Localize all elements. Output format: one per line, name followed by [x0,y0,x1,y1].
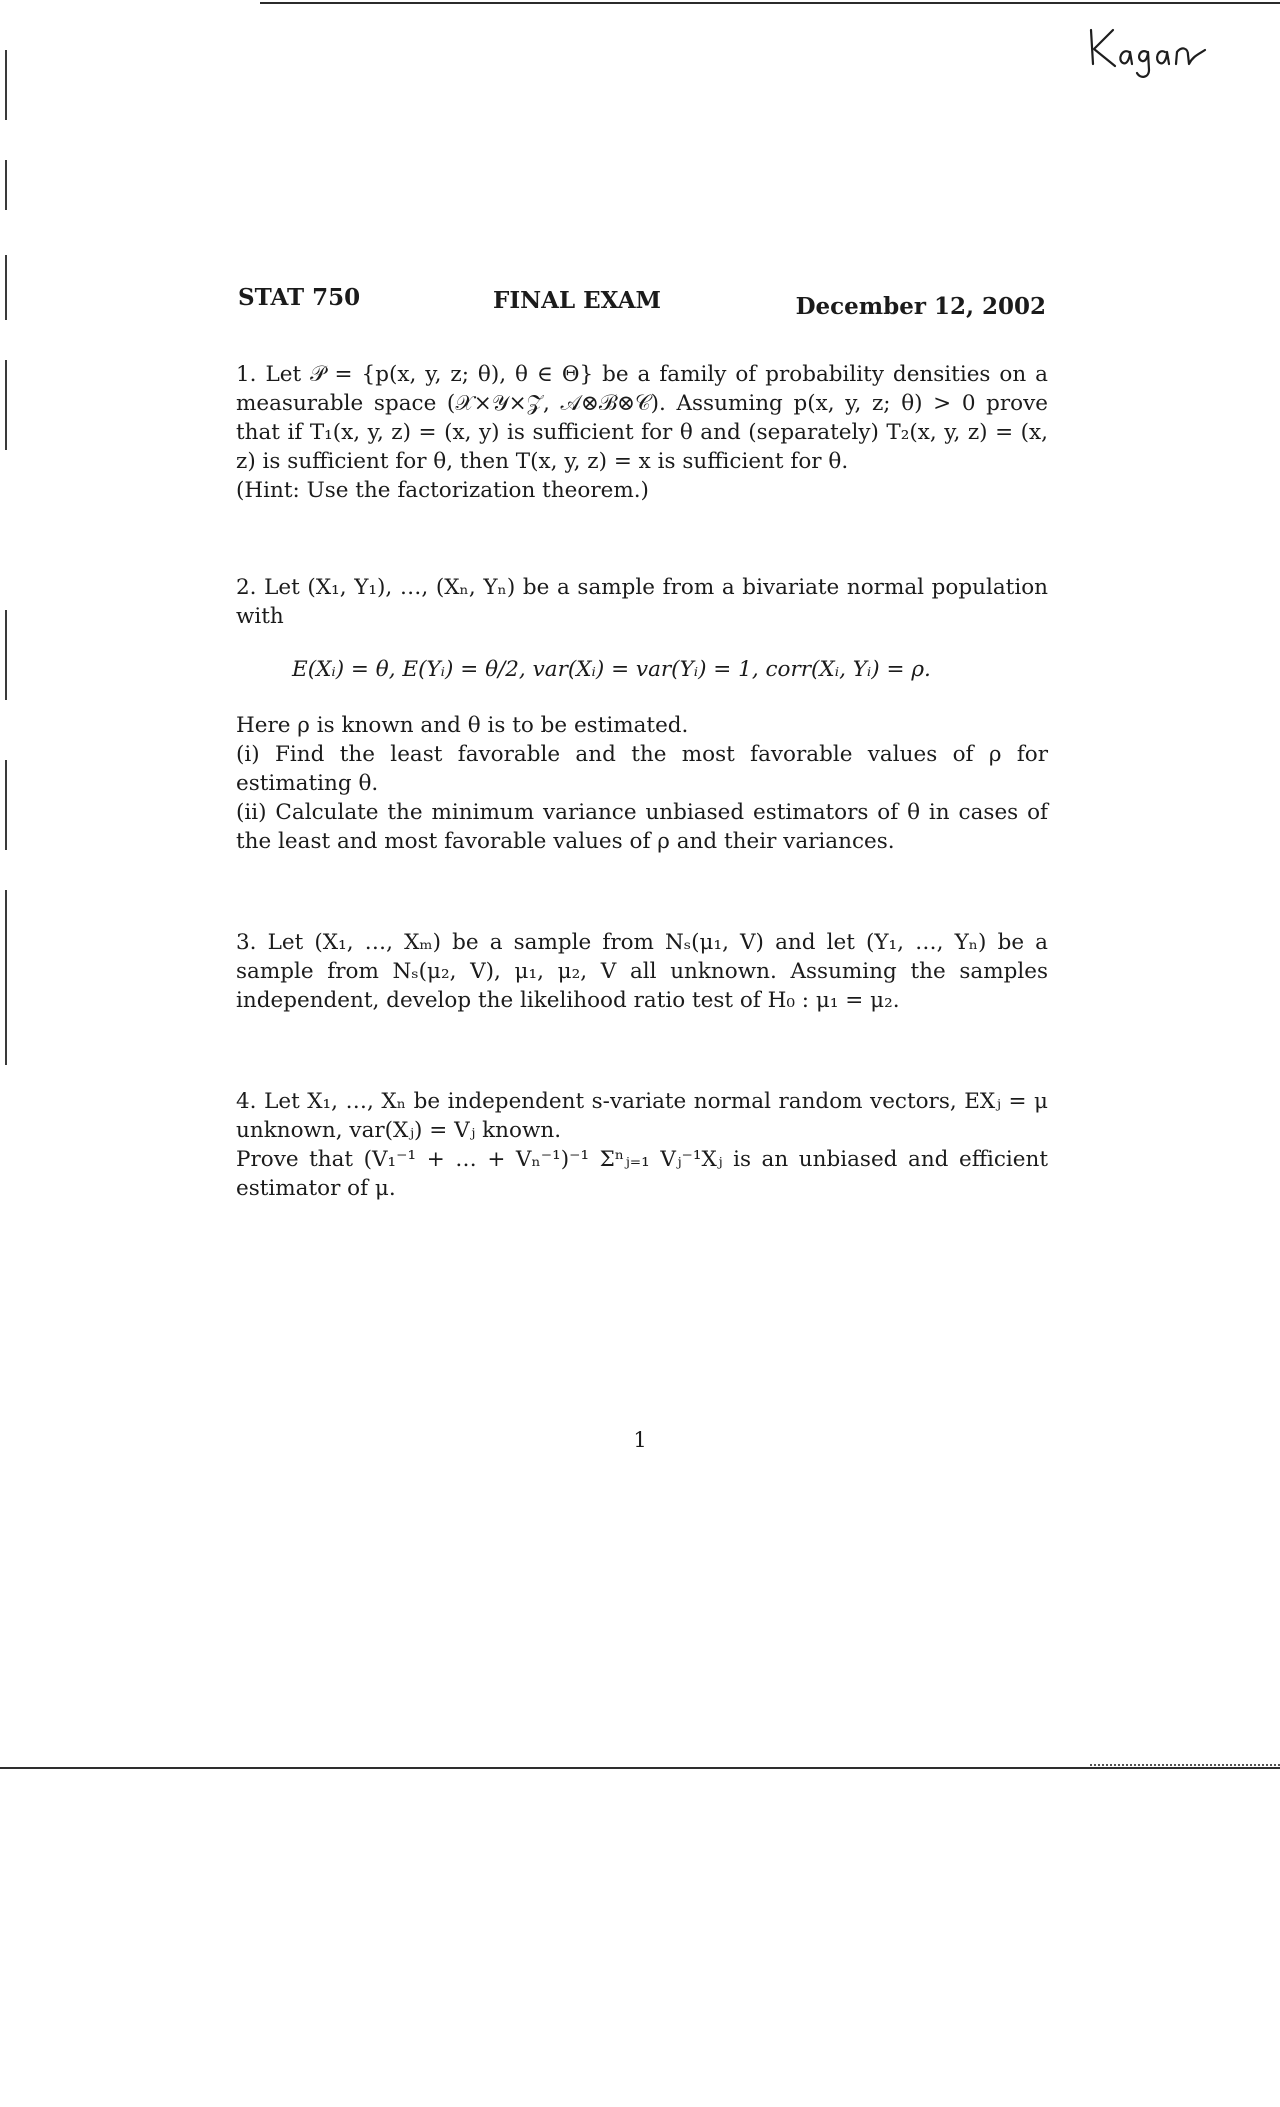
problem-text: Let 𝒫 = {p(x, y, z; θ), θ ∈ Θ} be a family of probability densities on a measurable space (𝒳×𝒴×𝒵, 𝒜⊗ℬ⊗𝒞). Assuming p(x, y, z; θ) > 0 prove that if T₁(x, y, z) = (x, y) is sufficient for θ and (separately) T₂(x, y, z) = (x, z) is sufficient for θ, then T(x, y, z) = x is sufficient for θ. [236,362,1048,474]
exam-date: December 12, 2002 [795,293,1046,320]
exam-title: FINAL EXAM [493,287,661,314]
problem-2 [236,573,1048,631]
scan-margin-mark [5,610,7,700]
display-equation: E(Xᵢ) = θ, E(Yᵢ) = θ/2, var(Xᵢ) = var(Yᵢ) = 1, corr(Xᵢ, Yᵢ) = ρ. [292,657,931,682]
problem-text: Let X₁, …, Xₙ be independent s-variate normal random vectors, EXⱼ = μ unknown, var(Xⱼ) = Vⱼ known. [236,1089,1048,1143]
problem-text-continued: Prove that (V₁⁻¹ + … + Vₙ⁻¹)⁻¹ Σⁿⱼ₌₁ Vⱼ⁻¹Xⱼ is an unbiased and efficient estimator of μ. [236,1147,1048,1201]
problem-text: Let (X₁, Y₁), …, (Xₙ, Yₙ) be a sample from a bivariate normal population with [236,575,1048,629]
problem-text: Let (X₁, …, Xₘ) be a sample from Nₛ(μ₁, V) and let (Y₁, …, Yₙ) be a sample from Nₛ(μ₂, V), μ₁, μ₂, V all unknown. Assuming the samples independent, develop the likelihood ratio test of H₀ : μ₁ = μ₂. [236,930,1048,1013]
scan-margin-mark [5,160,7,210]
problem-number: 4. [236,1089,257,1114]
scan-margin-mark [5,50,7,120]
problem-number: 1. [236,362,257,387]
problem-part-i: (i) Find the least favorable and the most favorable values of ρ for estimating θ. [236,742,1048,796]
scan-margin-mark [5,255,7,320]
problem-followup: Here ρ is known and θ is to be estimated. [236,713,689,738]
handwritten-signature [1085,22,1215,82]
scan-bottom-border [0,1767,1280,1769]
scan-top-border [260,2,1280,4]
problem-number: 3. [236,930,257,955]
problem-number: 2. [236,575,257,600]
scan-bottom-dots [1090,1764,1280,1768]
problem-part-ii: (ii) Calculate the minimum variance unbiased estimators of θ in cases of the least and most favorable values of ρ and their variances. [236,800,1048,854]
problem-1 [236,360,1048,505]
scan-margin-mark [5,360,7,450]
problem-2-parts [236,711,1048,856]
problem-4 [236,1087,1048,1203]
course-code: STAT 750 [238,284,361,311]
scan-margin-mark [5,890,7,1065]
problem-3 [236,928,1048,1015]
problem-hint: (Hint: Use the factorization theorem.) [236,478,649,503]
page-number: 1 [633,1428,647,1452]
scan-margin-mark [5,760,7,850]
